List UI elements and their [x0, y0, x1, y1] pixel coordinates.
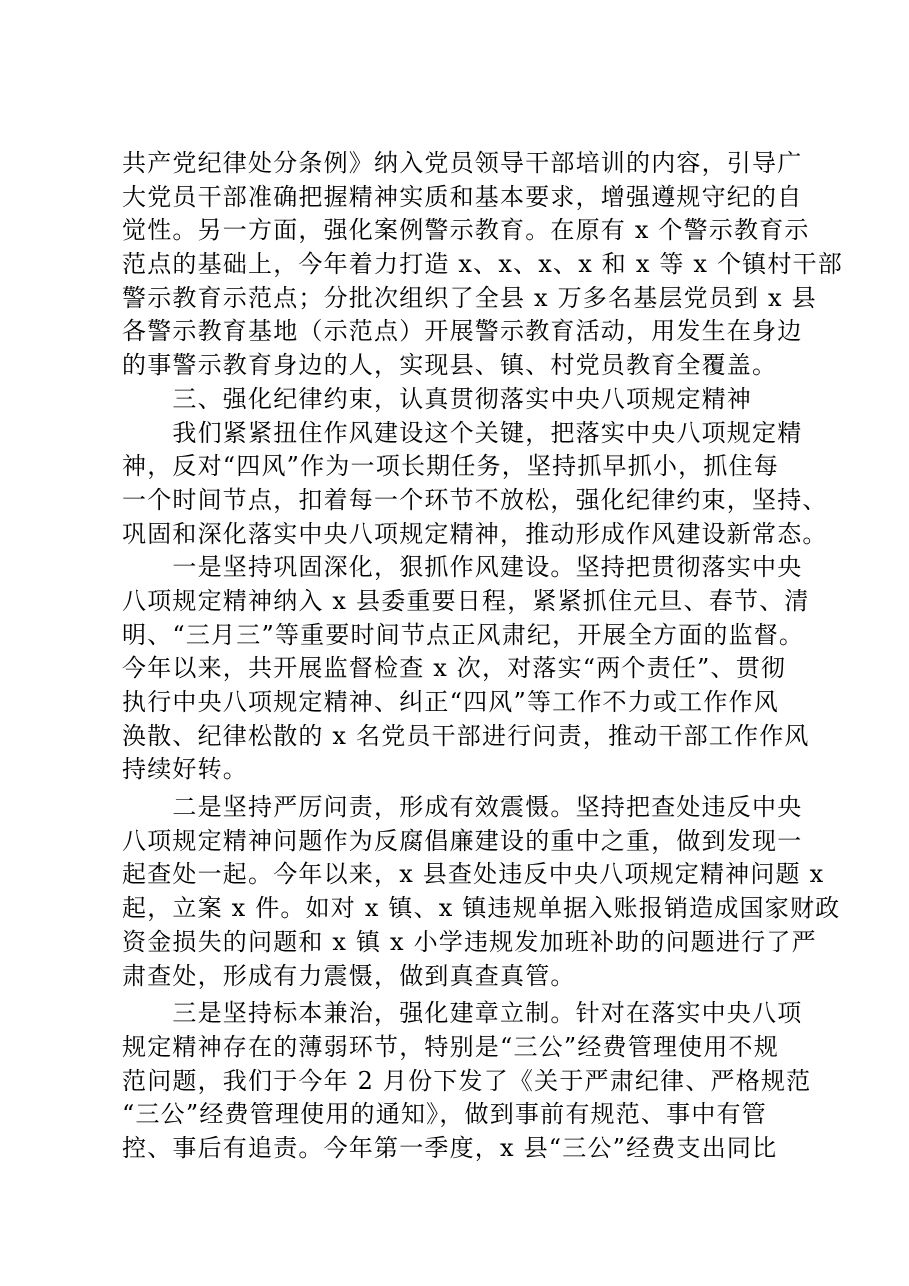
- text-line: 神，反对“四风”作为一项长期任务，坚持抓早抓小，抓住每: [122, 452, 779, 481]
- body-text: [122, 147, 843, 1166]
- text-line: 今年以来，共开展监督检查 x 次，对落实“两个责任”、贯彻: [122, 654, 787, 683]
- text-line: 范点的基础上，今年着力打造 x、x、x、x 和 x 等 x 个镇村干部: [122, 250, 843, 279]
- text-line: 起查处一起。今年以来，x 县查处违反中央八项规定精神问题 x: [122, 860, 825, 889]
- text-line: 肃查处，形成有力震慑，做到真查真管。: [122, 961, 576, 990]
- text-line: 起，立案 x 件。如对 x 镇、x 镇违规单据入账报销造成国家财政: [122, 894, 841, 923]
- section-heading: 三、强化纪律约束，认真贯彻落实中央八项规定精神: [122, 384, 752, 413]
- text-line: 明、“三月三”等重要时间节点正风肃纪，开展全方面的监督。: [122, 620, 805, 649]
- text-line: 八项规定精神纳入 x 县委重要日程，紧紧抓住元旦、春节、清: [122, 586, 810, 615]
- text-line: 涣散、纪律松散的 x 名党员干部进行问责，推动干部工作作风: [122, 721, 810, 750]
- text-line: 执行中央八项规定精神、纠正“四风”等工作不力或工作作风: [122, 688, 779, 716]
- text-line: 各警示教育基地（示范点）开展警示教育活动，用发生在身边: [122, 317, 803, 346]
- text-line: 一个时间节点，扣着每一个环节不放松，强化纪律约束，坚持、: [122, 485, 828, 514]
- text-line: 警示教育示范点；分批次组织了全县 x 万多名基层党员到 x 县: [122, 283, 817, 312]
- text-line: 巩固和深化落实中央八项规定精神，推动形成作风建设新常态。: [122, 519, 828, 548]
- text-line: 八项规定精神问题作为反腐倡廉建设的重中之重，做到发现一: [122, 826, 803, 855]
- text-line: 二是坚持严厉问责，形成有效震慑。坚持把查处违反中央: [122, 793, 803, 822]
- text-line: 持续好转。: [122, 755, 248, 784]
- text-line: 的事警示教育身边的人，实现县、镇、村党员教育全覆盖。: [122, 351, 778, 380]
- text-line: “三公”经费管理使用的通知》，做到事前有规范、事中有管: [122, 1100, 767, 1129]
- text-line: 觉性。另一方面，强化案例警示教育。在原有 x 个警示教育示: [122, 216, 810, 245]
- text-line: 范问题，我们于今年 2 月份下发了《关于严肃纪律、严格规范: [122, 1066, 812, 1095]
- text-line: 我们紧紧扭住作风建设这个关键，把落实中央八项规定精: [122, 418, 803, 447]
- text-line: 大党员干部准确把握精神实质和基本要求，增强遵规守纪的自: [122, 182, 803, 211]
- text-line: 资金损失的问题和 x 镇 x 小学违规发加班补助的问题进行了严: [122, 927, 817, 956]
- text-line: 控、事后有追责。今年第一季度，x 县“三公”经费支出同比: [122, 1133, 778, 1162]
- text-line: 共产党纪律处分条例》纳入党员领导干部培训的内容，引导广: [122, 149, 803, 177]
- text-line: 一是坚持巩固深化，狠抓作风建设。坚持把贯彻落实中央: [122, 553, 803, 582]
- text-line: 三是坚持标本兼治，强化建章立制。针对在落实中央八项: [122, 999, 803, 1028]
- text-line: 规定精神存在的薄弱环节，特别是“三公”经费管理使用不规: [122, 1032, 779, 1061]
